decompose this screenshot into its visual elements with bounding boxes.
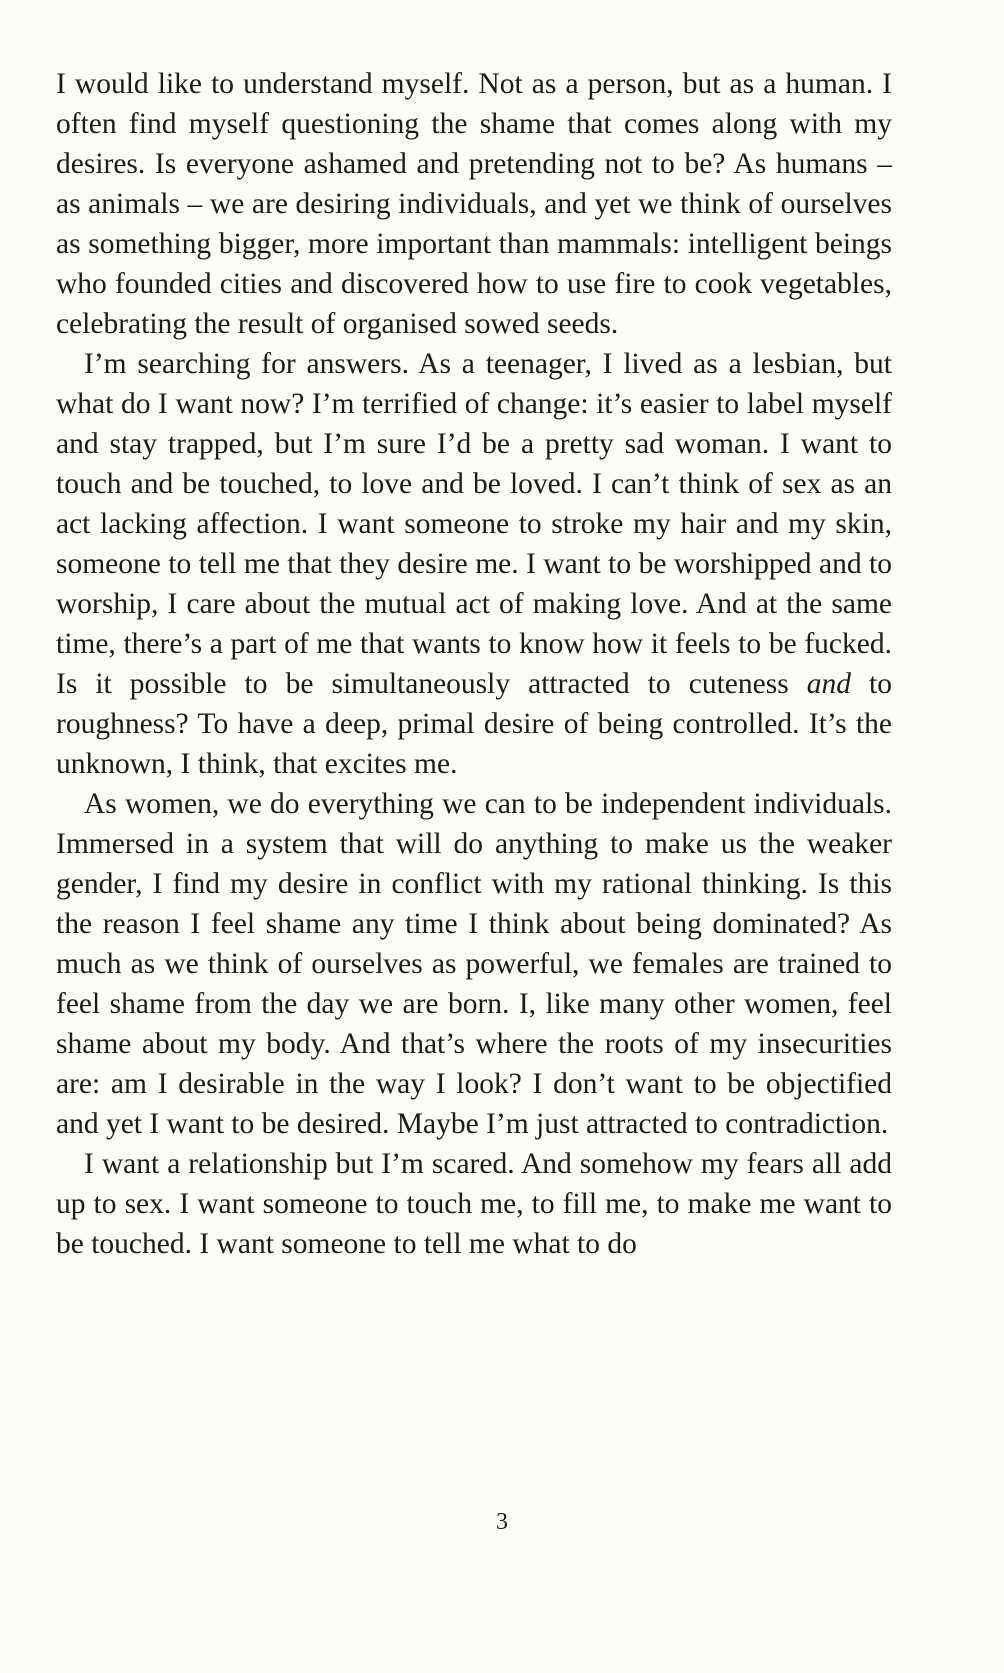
paragraph-2-text-after: to roughness? To have a deep, primal desire of being controlled. It’s the unknown, I think, that excites me. <box>56 668 893 780</box>
paragraph-2-text: I’m searching for answers. As a teenager, I lived as a lesbian, but what do I want now? I’m terrified of change: it’s easier to label myself and stay trapped, but I’m sure I’d be a pretty sad woman. I want to touch and be touched, to love and be loved. I can’t think of sex as an act lacking affection. I want someone to stroke my hair and my skin, someone to tell me that they desire me. I want to be worshipped and to worship, I care about the mutual act of making love. And at the same time, there’s a part of me that wants to know how it feels to be fucked. Is it possible to be simultaneously attracted to cuteness <box>56 348 892 700</box>
paragraph-2 <box>56 344 892 784</box>
paragraph-2-emphasis: and <box>806 668 851 700</box>
paragraph-3 <box>56 784 892 1144</box>
paragraph-1 <box>56 64 892 344</box>
paragraph-4-text: I want a relationship but I’m scared. And somehow my fears all add up to sex. I want someone to touch me, to fill me, to make me want to be touched. I want someone to tell me what to do <box>56 1148 892 1260</box>
body-text <box>56 64 892 1264</box>
paragraph-1-text: I would like to understand myself. Not as a person, but as a human. I often find myself questioning the shame that comes along with my desires. Is everyone ashamed and pretending not to be? As humans – as animals – we are desiring individuals, and yet we think of ourselves as something bigger, more important than mammals: intelligent beings who founded cities and discovered how to use fire to cook vegetables, celebrating the result of organised sowed seeds. <box>56 68 892 340</box>
paragraph-3-text: As women, we do everything we can to be independent individuals. Immersed in a system that will do anything to make us the weaker gender, I find my desire in conflict with my rational thinking. Is this the reason I feel shame any time I think about being dominated? As much as we think of ourselves as powerful, we females are trained to feel shame from the day we are born. I, like many other women, feel shame about my body. And that’s where the roots of my insecurities are: am I desirable in the way I look? I don’t want to be objectified and yet I want to be desired. Maybe I’m just attracted to contradiction. <box>56 788 892 1140</box>
page-number: 3 <box>496 1509 508 1535</box>
paragraph-4 <box>56 1144 892 1264</box>
